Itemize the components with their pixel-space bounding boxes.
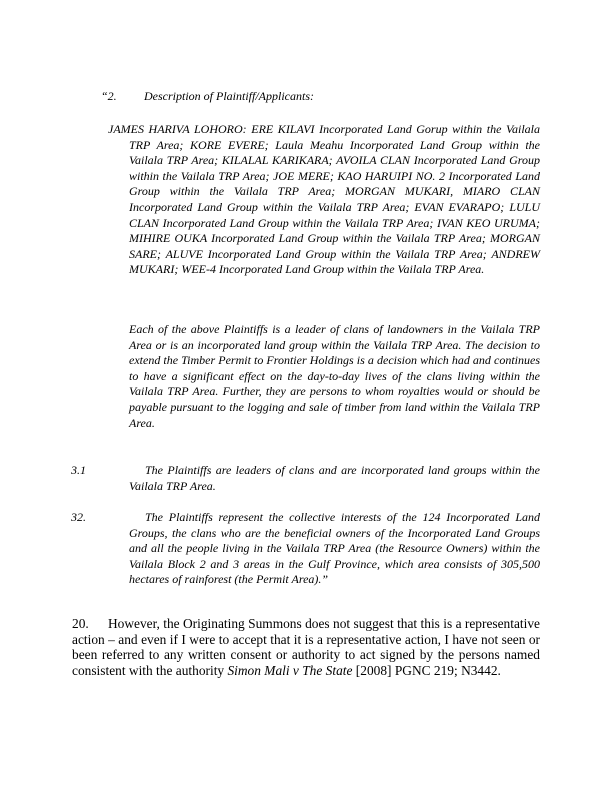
item-3-1-number: 3.1 [71,463,86,477]
heading-number: “2. [101,89,117,103]
paragraph-20-text: However, the Originating Summons does not suggest that this is a representative action – and even if I were to accept that it is a representative action, I have not seen or been referred to any written consent or authority to act signed by the persons named consistent with the authority [72,616,540,679]
paragraph-20 [72,616,540,679]
quoted-section-heading [101,89,541,105]
item-3-1-text: The Plaintiffs are leaders of clans and are incorporated land groups within the Vailala TRP Area. [129,463,540,493]
plaintiffs-list: JAMES HARIVA LOHORO: ERE KILAVI Incorporated Land Gorup within the Vailala TRP Area; KORE EVERE; Laula Meahu Incorporated Land Group within the Vailala TRP Area; KILALAL KARIKARA; AVOILA CLAN Incorporated Land Group within the Vailala TRP Area; JOE MERE; KAO HARUIPI NO. 2 Incorporated Land Group within the Vailala TRP Area; MORGAN MUKARI, MIARO CLAN Incorporated Land Group within the Vailala TRP Area; EVAN EVARAPO; LULU CLAN Incorporated Land Group within the Vailala TRP Area; IVAN KEO URUMA; MIHIRE OUKA Incorporated Land Group within the Vailala TRP Area; MORGAN SARE; ALUVE Incorporated Land Group within the Vailala TRP Area; ANDREW MUKARI; WEE-4 Incorporated Land Group within the Vailala TRP Area. [108,122,540,277]
item-3-1 [71,463,540,494]
item-32-number: 32. [71,510,86,524]
item-32 [71,510,540,588]
paragraph-20-number: 20. [72,616,89,631]
case-name: Simon Mali v The State [227,663,353,679]
heading-title: Description of Plaintiff/Applicants: [144,89,314,103]
case-citation: [2008] PGNC 219; N3442. [355,663,501,679]
plaintiffs-description-paragraph: Each of the above Plaintiffs is a leader of clans of landowners in the Vailala TRP Area or is an incorporated land group within the Vailala TRP Area. The decision to extend the Timber Permit to Frontier Holdings is a decision which had and continues to have a significant effect on the day-to-day lives of the clans living within the Vailala TRP Area. Further, they are persons to whom royalties would or should be payable pursuant to the logging and sale of timber from land within the Vailala TRP Area. [129,322,540,430]
item-32-text: The Plaintiffs represent the collective interests of the 124 Incorporated Land Groups, the clans who are the beneficial owners of the Incorporated Land Groups and all the people living in the Vailala TRP Area (the Resource Owners) within the Vailala Block 2 and 3 areas in the Gulf Province, which area consists of 305,500 hectares of rainforest (the Permit Area).” [129,510,540,587]
